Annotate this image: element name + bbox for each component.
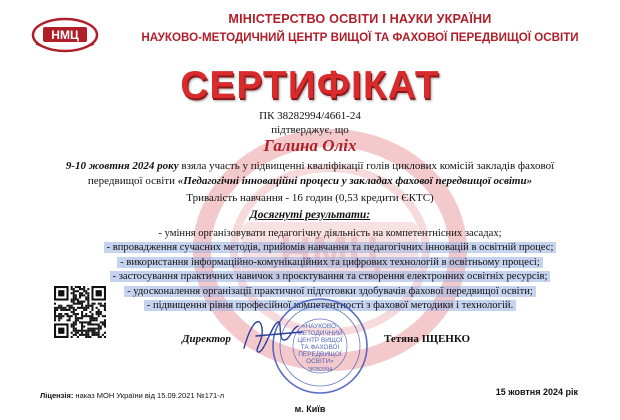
recipient-name: Галина Оліх [263,136,357,155]
license-info [40,391,224,400]
issue-date: 15 жовтня 2024 рік [495,387,578,397]
participation-description [40,159,580,189]
license-label: Ліцензія: [40,391,74,400]
program-name: «Педагогічні інноваційні процеси у закладах фахової передвищої освіти» [177,175,533,187]
director-name: Тетяна ІЩЕНКО [384,333,471,345]
director-label: Директор [182,333,231,345]
results-heading: Досягнуті результати: [249,209,371,221]
qr-code [54,286,106,338]
certificate-title: СЕРТИФІКАТ [180,64,440,107]
nmc-logo-icon [30,16,100,54]
stamp-text: «НАУКОВО- [302,323,338,330]
result-item: - впровадження сучасних методів, прийомів навчання та педагогічних інновацій в освітній процес; [80,241,580,255]
stamp-text: ТА ФАХОВОЇ [300,344,340,351]
ministry-heading: МІНІСТЕРСТВО ОСВІТИ І НАУКИ УКРАЇНИ [228,12,492,26]
stamp-text: ОСВІТИ» [306,358,334,365]
training-dates: 9-10 жовтня 2024 року [65,160,179,172]
center-heading: НАУКОВО-МЕТОДИЧНИЙ ЦЕНТР ВИЩОЇ ТА ФАХОВОЇ ПЕРЕДВИЩОЇ ОСВІТИ [141,31,579,44]
logo-text: НМЦ [51,28,79,42]
result-item: - застосування практичних навичок з проєктування та створення електронних освітніх ресурсів; [80,270,580,284]
stamp-text: ЦЕНТР ВИЩОЇ [297,337,343,344]
result-item: - уміння організовувати педагогічну діяльність на компетентнісних засадах; [158,228,502,239]
license-text: наказ МОН України від 15.09.2021 №171-л [73,391,225,400]
training-duration: Тривалість навчання - 16 годин (0,53 кредити ЄКТС) [186,192,434,204]
participation-text: взяла участь у підвищенні кваліфікації голів циклових комісій закладів фахової передвищої освіти [87,160,555,187]
stamp-code: 38282994 [307,367,333,373]
certificate-number: ПК 38282994/4661-24 [259,110,361,122]
director-signature [238,310,308,360]
result-item: - удосконалення організації практичної підготовки здобувачів фахової передвищої освіти; [80,285,580,299]
issue-city: м. Київ [294,404,326,414]
result-item: - підвищення рівня професійної компетентності з фахової методики і технологій. [80,299,580,313]
confirm-text: підтверджує, що [271,124,349,136]
stamp-text: ПЕРЕДВИЩОЇ [298,351,342,358]
stamp-text: МЕТОДИЧНИЙ [297,330,343,337]
result-item: - використання інформаційно-комунікаційних та цифрових технологій в освітньому процесі; [80,256,580,270]
